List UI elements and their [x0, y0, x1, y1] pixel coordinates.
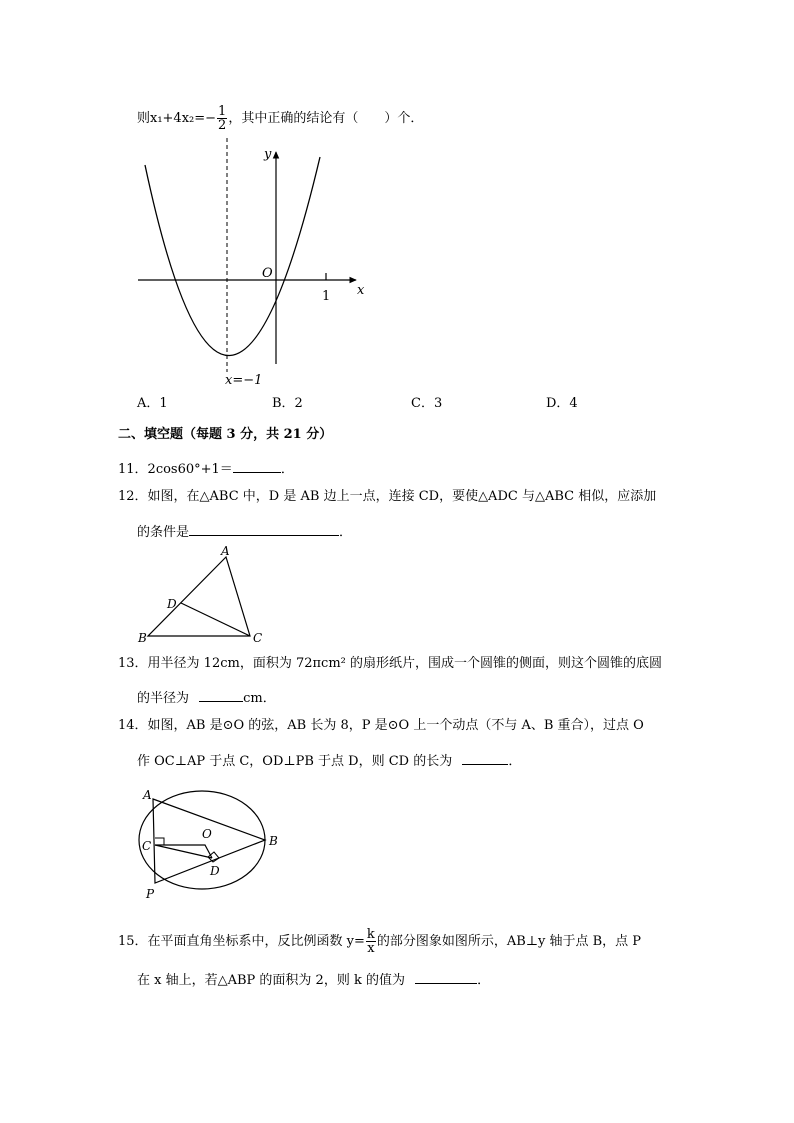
q10-option-c[interactable]: C．3	[411, 396, 443, 411]
q14-answer-blank[interactable]	[462, 751, 508, 765]
q10-frac-num: 1	[218, 103, 227, 119]
q10-stem	[137, 103, 423, 133]
q15-line2-text: 在 x 轴上，若△ABP 的面积为 2，则 k 的值为	[137, 973, 405, 988]
section-heading: 二、填空题（每题 3 分，共 21 分）	[118, 427, 333, 442]
right-angle-mark-c	[155, 838, 164, 845]
q14-end: ．	[508, 754, 522, 769]
q12-triangle-figure	[130, 540, 270, 645]
q13-line2-text: 的半径为	[137, 691, 190, 706]
label-c: C	[253, 631, 263, 645]
segment-cd	[181, 603, 250, 636]
q15-line1-suffix: 的部分图象如图所示，AB⊥y 轴于点 B，点 P	[376, 933, 642, 949]
q14-line2-text: 作 OC⊥AP 于点 C，OD⊥PB 于点 D，则 CD 的长为	[137, 754, 453, 769]
q11	[118, 459, 294, 476]
q11-end: ．	[280, 462, 294, 477]
x-axis-label: x	[357, 283, 365, 298]
symmetry-axis-label: x=−1	[225, 373, 263, 388]
label-d: D	[167, 597, 177, 611]
label-p: P	[146, 887, 155, 901]
q13-answer-blank[interactable]	[199, 688, 243, 702]
q12-line2-text: 的条件是	[137, 525, 190, 540]
q10-parabola-graph	[130, 135, 380, 395]
triangle-apb	[153, 799, 265, 883]
q15-frac-num: k	[366, 926, 375, 942]
label-o: O	[202, 827, 212, 841]
q14-circle-figure	[130, 780, 290, 901]
q10-fraction	[217, 105, 227, 132]
q11-answer-blank[interactable]	[233, 459, 281, 473]
q13-line1: 13．用半径为 12cm，面积为 72πcm² 的扇形纸片，围成一个圆锥的侧面，则这个圆锥的底圆	[118, 656, 662, 671]
q14-line2	[137, 751, 521, 768]
q15-end: ．	[477, 973, 491, 988]
q13-end: cm．	[243, 691, 276, 706]
label-a: A	[143, 788, 152, 802]
q15-frac-den: x	[367, 940, 375, 956]
q12-line1: 12．如图，在△ABC 中，D 是 AB 边上一点，连接 CD，要使△ADC 与△ABC 相似，应添加	[118, 489, 657, 504]
segment-cd	[155, 845, 212, 858]
parabola-curve	[145, 157, 320, 356]
q10-stem-prefix: 则x₁+4x₂=−	[137, 110, 217, 126]
q10-stem-suffix: ，其中正确的结论有（ ）个．	[228, 110, 424, 126]
q11-text: 11．2cos60°+1＝	[118, 462, 233, 477]
label-a: A	[221, 544, 230, 558]
triangle-abc	[148, 557, 250, 636]
q15-line1	[118, 925, 641, 957]
q12-end: ．	[339, 525, 353, 540]
q15-answer-blank[interactable]	[415, 970, 477, 984]
tick-one-label: 1	[322, 289, 331, 304]
label-b: B	[138, 631, 147, 645]
q12-answer-blank[interactable]	[189, 522, 339, 536]
q15-fraction	[366, 928, 376, 955]
label-c: C	[142, 839, 152, 853]
q15-line1-prefix: 15．在平面直角坐标系中，反比例函数 y=	[118, 933, 365, 949]
q14-line1: 14．如图，AB 是⊙O 的弦，AB 长为 8，P 是⊙O 上一个动点（不与 A、B 重合），过点 O	[118, 718, 644, 733]
origin-label: O	[262, 266, 273, 281]
q13-line2	[137, 688, 276, 705]
q10-option-b[interactable]: B．2	[272, 396, 303, 411]
q10-option-a[interactable]: A．1	[137, 396, 168, 411]
q10-frac-den: 2	[218, 117, 227, 133]
q12-line2	[137, 522, 352, 539]
label-d: D	[210, 864, 220, 878]
label-b: B	[269, 834, 278, 848]
q10-option-d[interactable]: D．4	[546, 396, 578, 411]
q15-line2	[137, 970, 490, 987]
y-axis-label: y	[264, 147, 272, 162]
